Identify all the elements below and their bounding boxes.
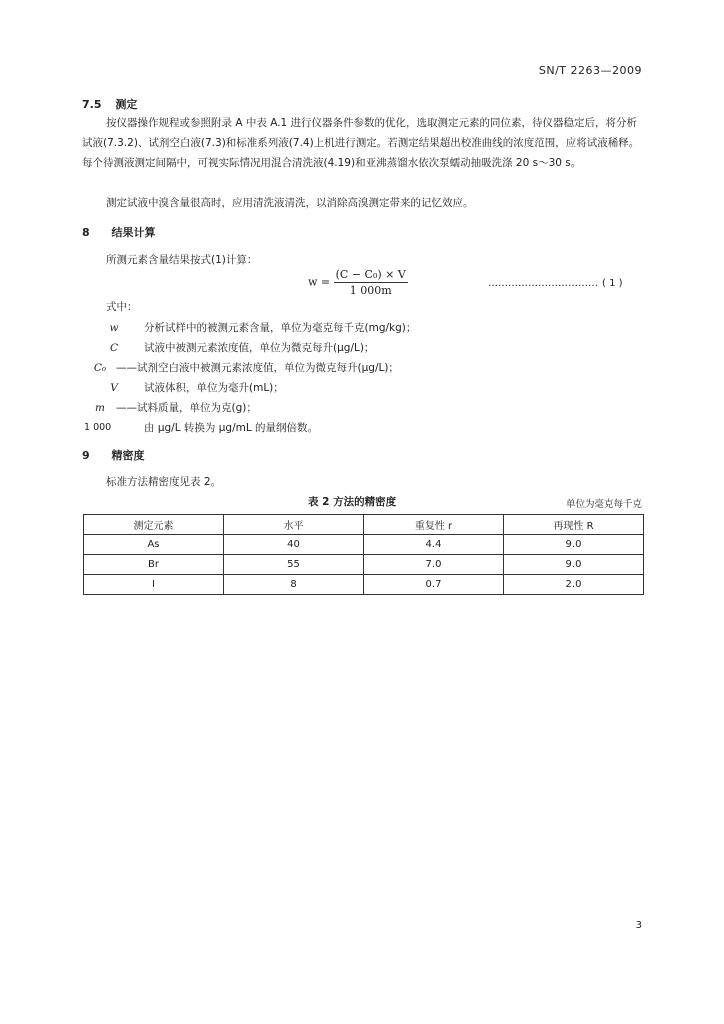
definition-row bbox=[84, 318, 644, 338]
table-cell: 55 bbox=[224, 555, 364, 575]
formula-number-line bbox=[488, 274, 623, 294]
definition-row bbox=[84, 418, 644, 438]
section-title: 结果计算 bbox=[111, 226, 156, 239]
table-row bbox=[84, 535, 644, 555]
definition-row bbox=[84, 398, 644, 418]
definition-text: 分析试样中的被测元素含量，单位为毫克每千克(mg/kg)； bbox=[144, 322, 417, 334]
table-cell: 2.0 bbox=[504, 575, 644, 595]
definition-text: 试液体积，单位为毫升(mL)； bbox=[144, 382, 284, 394]
table-cell: 40 bbox=[224, 535, 364, 555]
table-cell: 4.4 bbox=[364, 535, 504, 555]
definition-symbol: 1 000 bbox=[84, 422, 112, 433]
definition-row bbox=[84, 338, 644, 358]
section-number: 7.5 bbox=[82, 98, 102, 111]
formula-denominator: 1 000m bbox=[349, 284, 392, 297]
table-cell: As bbox=[84, 535, 224, 555]
table-unit: 单位为毫克每千克 bbox=[565, 499, 642, 510]
formula-numerator: (C − C₀) × V bbox=[335, 268, 406, 281]
section-number: 9 bbox=[82, 449, 90, 462]
definition-dash: —— bbox=[116, 402, 137, 414]
table-cell: Br bbox=[84, 555, 224, 575]
table-cell: 9.0 bbox=[504, 555, 644, 575]
definition-text: 试剂空白液中被测元素浓度值，单位为微克每升(μg/L)； bbox=[137, 362, 399, 374]
section-number: 8 bbox=[82, 226, 90, 239]
section-9-heading bbox=[82, 447, 145, 463]
table-header-cell: 再现性 R bbox=[504, 515, 644, 535]
formula-1 bbox=[308, 268, 408, 297]
table-caption: 表 2 方法的精密度 bbox=[308, 496, 397, 508]
table-cell: 7.0 bbox=[364, 555, 504, 575]
table-cell: 0.7 bbox=[364, 575, 504, 595]
section-title: 测定 bbox=[115, 98, 138, 111]
document-id-header: SN/T 2263—2009 bbox=[538, 64, 642, 77]
page-number: 3 bbox=[635, 920, 642, 931]
table-header-row bbox=[84, 515, 644, 535]
section-9-intro: 标准方法精密度见表 2。 bbox=[106, 476, 222, 488]
table-cell: 8 bbox=[224, 575, 364, 595]
section-title: 精密度 bbox=[111, 449, 145, 462]
definition-symbol: w bbox=[109, 322, 119, 334]
definition-text: 试料质量，单位为克(g)； bbox=[137, 402, 257, 414]
table-row bbox=[84, 555, 644, 575]
section-7-5-paragraph-2: 测定试液中溴含量很高时，应用清洗液清洗，以消除高溴测定带来的记忆效应。 bbox=[106, 197, 474, 209]
table-header-cell: 测定元素 bbox=[84, 515, 224, 535]
definition-row bbox=[84, 358, 644, 378]
definition-symbol: V bbox=[110, 382, 118, 394]
section-8-heading bbox=[82, 224, 156, 240]
formula-lhs: w = bbox=[308, 275, 331, 289]
table-cell: 9.0 bbox=[504, 535, 644, 555]
definition-row bbox=[84, 378, 644, 398]
definition-dash: —— bbox=[116, 362, 137, 374]
table-cell: I bbox=[84, 575, 224, 595]
table-row bbox=[84, 575, 644, 595]
formula-fraction bbox=[334, 268, 408, 297]
table-header-cell: 水平 bbox=[224, 515, 364, 535]
definition-symbol: C₀ bbox=[93, 362, 107, 374]
formula-number: ( 1 ) bbox=[602, 278, 623, 289]
definition-text: 试液中被测元素浓度值，单位为微克每升(μg/L)； bbox=[144, 342, 375, 354]
table-header-cell: 重复性 r bbox=[364, 515, 504, 535]
definitions-list bbox=[84, 318, 644, 438]
definition-text: 由 μg/L 转换为 μg/mL 的量纲倍数。 bbox=[144, 422, 319, 434]
section-7-5-heading bbox=[82, 96, 137, 112]
section-8-intro: 所测元素含量结果按式(1)计算： bbox=[106, 254, 258, 266]
definition-symbol: C bbox=[109, 342, 119, 354]
section-7-5-paragraph-1: 按仪器操作规程或参照附录 A 中表 A.1 进行仪器条件参数的优化，选取测定元素的同位素，待仪器稳定后，将分析试液(7.3.2)、试剂空白液(7.3)和标准系列液(7.4)上机进行测定。若测定结果超出校准曲线的浓度范围，应将试液稀释。每个待测液测定间隔中，可视实际情况用混合清洗液(4.19)和亚沸蒸馏水依次泵蠕动抽吸洗涤 20 s～30 s。 bbox=[82, 117, 640, 169]
precision-table bbox=[83, 514, 644, 595]
where-label: 式中： bbox=[106, 301, 138, 313]
definition-symbol: m bbox=[95, 402, 105, 414]
formula-leader: …………………………… bbox=[488, 278, 598, 289]
